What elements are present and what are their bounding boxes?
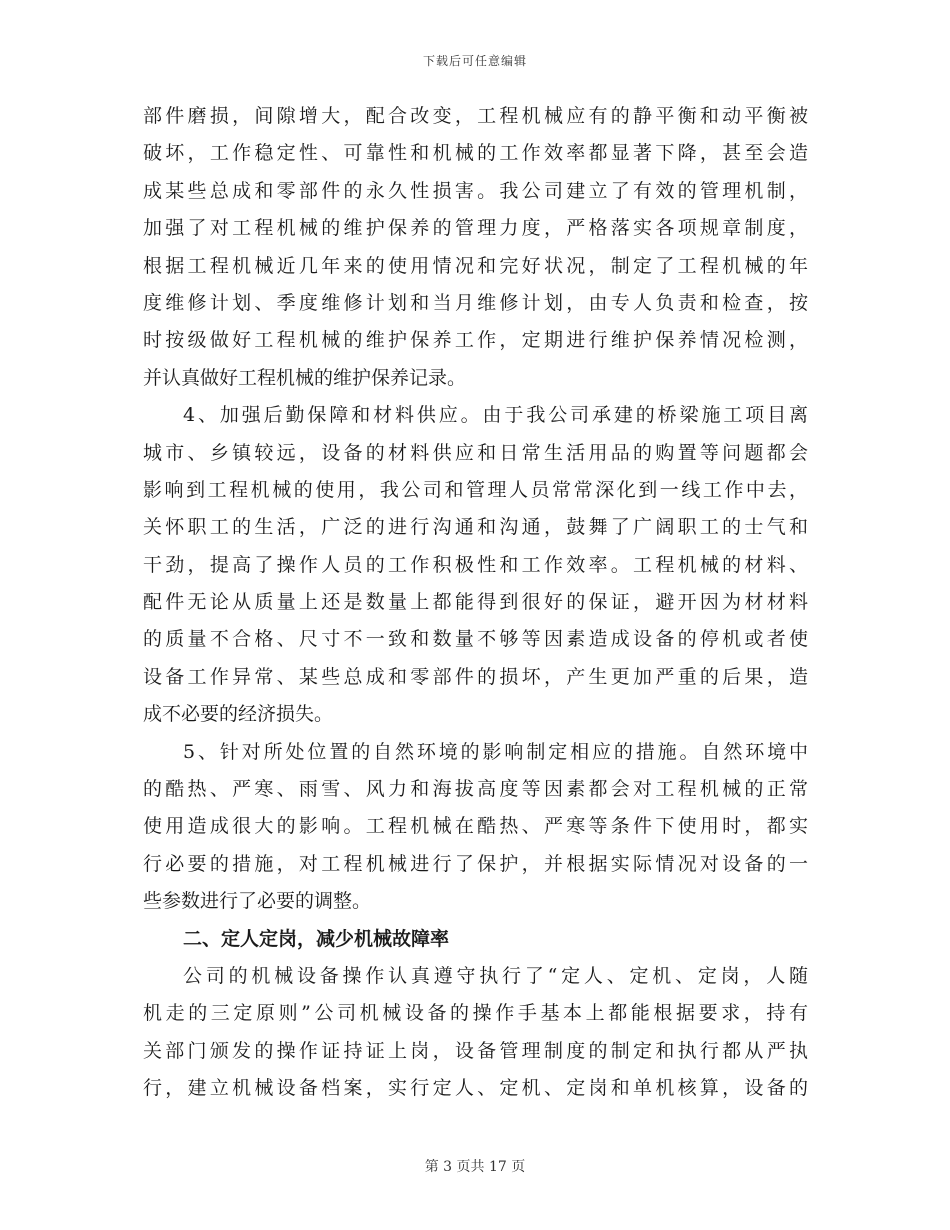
- text-line: 成不必要的经济损失。: [143, 703, 334, 726]
- text-line: 的质量不合格、尺寸不一致和数量不够等因素造成设备的停机或者使: [143, 628, 808, 651]
- text-line: 干劲，提高了操作人员的工作积极性和工作效率。工程机械的材料、: [143, 553, 808, 576]
- text-line: 时按级做好工程机械的维护保养工作，定期进行维护保养情况检测，: [143, 329, 808, 352]
- text-line: 使用造成很大的影响。工程机械在酷热、严寒等条件下使用时，都实: [143, 815, 808, 838]
- text-line: 设备工作异常、某些总成和零部件的损坏，产生更加严重的后果，造: [143, 665, 808, 688]
- section-heading: 二、定人定岗，减少机械故障率: [183, 927, 450, 950]
- text-line: 并认真做好工程机械的维护保养记录。: [143, 366, 467, 389]
- text-line: 度维修计划、季度维修计划和当月维修计划，由专人负责和检查，按: [143, 291, 808, 314]
- text-line: 成某些总成和零部件的永久性损害。我公司建立了有效的管理机制，: [143, 179, 808, 202]
- text-line: 关部门颁发的操作证持证上岗，设备管理制度的制定和执行都从严执: [143, 1039, 808, 1062]
- text-line: 加强了对工程机械的维护保养的管理力度，严格落实各项规章制度，: [143, 217, 808, 240]
- text-line: 根据工程机械近几年来的使用情况和完好状况，制定了工程机械的年: [143, 254, 808, 277]
- text-line: 些参数进行了必要的调整。: [143, 890, 372, 913]
- text-line: 配件无论从质量上还是数量上都能得到很好的保证，避开因为材材料: [143, 591, 808, 614]
- text-line: 机走的三定原则”公司机械设备的操作手基本上都能根据要求，持有: [143, 1002, 808, 1025]
- text-line: 行必要的措施，对工程机械进行了保护，并根据实际情况对设备的一: [143, 852, 808, 875]
- text-line: 城市、乡镇较远，设备的材料供应和日常生活用品的购置等问题都会: [143, 441, 808, 464]
- page-footer: 第 3 页共 17 页: [424, 1159, 526, 1175]
- text-line: 影响到工程机械的使用，我公司和管理人员常常深化到一线工作中去，: [143, 478, 808, 501]
- text-line: 5、针对所处位置的自然环境的影响制定相应的措施。自然环境中: [183, 740, 808, 763]
- document-body: [143, 98, 808, 1108]
- page-header: 下载后可任意编辑: [422, 54, 527, 68]
- text-line: 的酷热、严寒、雨雪、风力和海拔高度等因素都会对工程机械的正常: [143, 778, 808, 801]
- text-line: 关怀职工的生活，广泛的进行沟通和沟通，鼓舞了广阔职工的士气和: [143, 516, 808, 539]
- text-line: 公司的机械设备操作认真遵守执行了“定人、定机、定岗，人随: [183, 964, 808, 987]
- text-line: 4、加强后勤保障和材料供应。由于我公司承建的桥梁施工项目离: [183, 404, 808, 427]
- text-line: 行，建立机械设备档案，实行定人、定机、定岗和单机核算，设备的: [143, 1077, 808, 1100]
- text-line: 破坏，工作稳定性、可靠性和机械的工作效率都显著下降，甚至会造: [143, 142, 808, 165]
- text-line: 部件磨损，间隙增大，配合改变，工程机械应有的静平衡和动平衡被: [143, 105, 808, 127]
